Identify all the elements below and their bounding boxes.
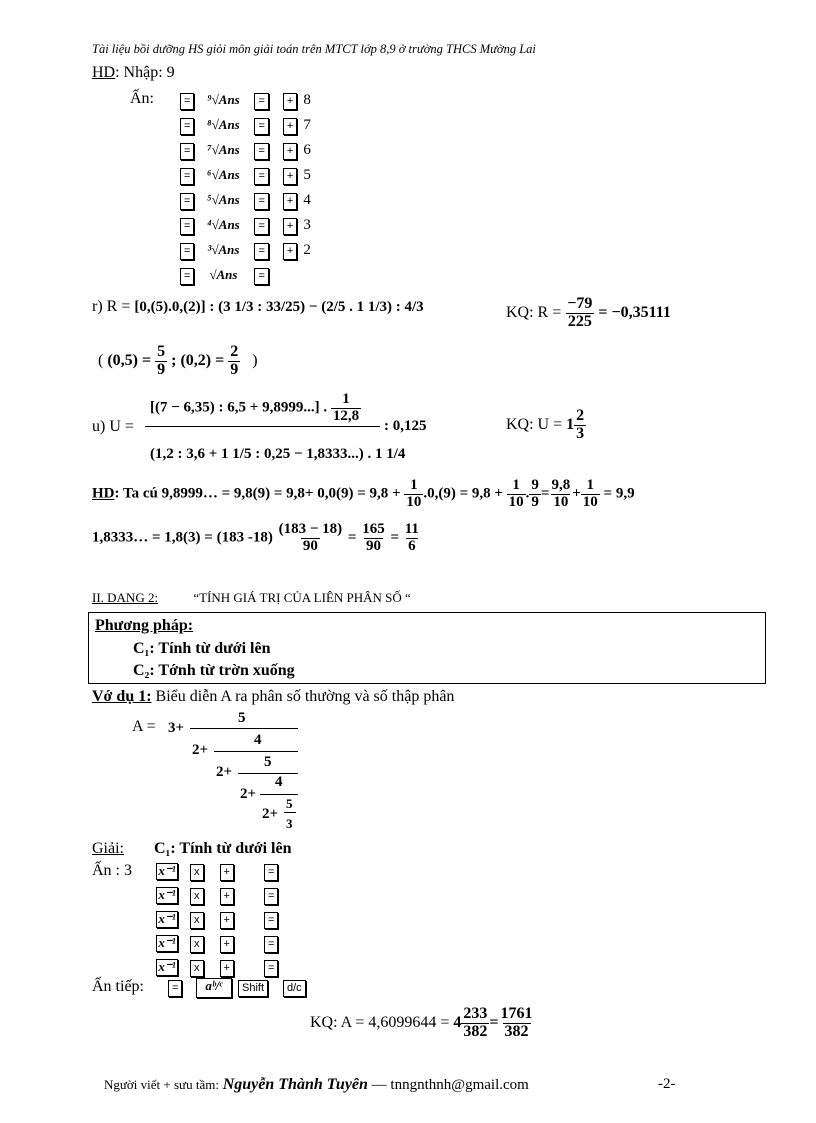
hd2-g2d: 90 (365, 537, 381, 554)
hd2-line1-text: : Ta cú 9,8999… = 9,8(9) = 9,8+ 0,0(9) = 9,8 + (114, 485, 401, 502)
solve-kq-label: KQ: A = 4,6099644 = (310, 1013, 450, 1031)
cf-term-2: 2+ (192, 742, 209, 758)
hd2-f2d: 10 (508, 493, 524, 510)
r-note-b-num: 2 (230, 343, 239, 360)
r-note-a-den: 9 (157, 360, 166, 378)
row-number: 7 (303, 117, 311, 133)
equals-key[interactable]: = (254, 168, 268, 185)
multiply-key[interactable]: x (190, 960, 204, 977)
hd2-end1: = 9,9 (603, 485, 635, 502)
equals-key[interactable]: = (254, 243, 268, 260)
solve-line (92, 840, 291, 858)
section-heading (92, 590, 411, 606)
hd2-f2n: 1 (512, 477, 520, 493)
cf-num-5: 5 (286, 796, 293, 811)
example-line (92, 688, 454, 706)
equals-key[interactable]: = (264, 912, 278, 929)
solve-kq-n1: 233 (463, 1005, 488, 1022)
page-number: -2- (658, 1076, 676, 1092)
r-result (506, 296, 671, 331)
solve-kq-n2: 1761 (500, 1005, 533, 1022)
row-number: 4 (303, 192, 311, 208)
hd2-line2-text: 1,8333… = 1,8(3) = (183 -18) (92, 529, 273, 546)
multiply-key[interactable]: x (190, 912, 204, 929)
hd1-line (92, 64, 175, 82)
equals-key[interactable]: = (168, 980, 182, 997)
cf-bar-5 (284, 812, 296, 813)
multiply-key[interactable]: x (190, 888, 204, 905)
plus-key[interactable]: + (283, 193, 297, 210)
cf-term-5: 2+ (262, 806, 279, 822)
cf-bar-2 (214, 751, 298, 752)
row-number: 6 (303, 142, 311, 158)
hd1-key-row (180, 117, 311, 135)
equals-key[interactable]: = (254, 93, 268, 110)
hd2-f1n: 1 (410, 477, 418, 493)
hd2-g1d: 90 (302, 537, 318, 554)
cf-num-4: 4 (275, 774, 283, 790)
dc-key[interactable]: d/c (283, 980, 306, 997)
equals-key[interactable]: = (180, 193, 194, 210)
solve-kq-d1: 382 (463, 1022, 488, 1040)
hd2-g1n: (183 − 18) (278, 521, 343, 537)
r-kq-rest: = −0,35111 (598, 303, 671, 321)
hd2-f5d: 10 (582, 493, 598, 510)
page-header: Tài liệu bồi dưỡng HS giỏi môn giải toán trên MTCT lớp 8,9 ở trường THCS Mường Lai (92, 42, 536, 56)
u-kq-label: KQ: U = (506, 415, 563, 433)
root-ans-key[interactable]: ⁵√Ans (207, 192, 240, 207)
root-ans-key[interactable]: ³√Ans (207, 242, 240, 257)
root-ans-key[interactable]: ⁷√Ans (207, 142, 240, 157)
inverse-key[interactable]: x⁻¹ (156, 959, 178, 976)
plus-key[interactable]: + (283, 243, 297, 260)
footer-author: Nguyễn Thành Tuyên (222, 1076, 368, 1093)
cf-num-1: 5 (238, 710, 246, 726)
solve-c1: C₁: Tính từ dưới lên (154, 840, 292, 857)
equals-key[interactable]: = (254, 118, 268, 135)
cf-term-3: 2+ (216, 764, 233, 780)
hd2-f4n: 9,8 (551, 477, 571, 493)
solve-an-tiep-label: Ấn tiếp: (92, 978, 144, 995)
u-prefix: u) U = (92, 418, 134, 435)
hd2-f2 (507, 478, 526, 511)
solve-kq-frac1 (461, 1006, 489, 1041)
equals-key[interactable]: = (180, 243, 194, 260)
plus-key[interactable]: + (283, 93, 297, 110)
r-note-close: ) (252, 351, 258, 369)
solve-label: Giải: (92, 840, 124, 857)
hd2-f4d: 10 (553, 493, 569, 510)
hd2-g2 (360, 522, 387, 555)
hd2-f1 (404, 478, 423, 511)
r-prefix: r) R = (92, 298, 131, 315)
hd2-f3n: 9 (531, 477, 539, 493)
solve-kq-frac2 (499, 1006, 535, 1041)
u-kq-whole: 1 (566, 415, 575, 433)
hd2-f3d: 9 (531, 493, 539, 510)
r-kq-den: 225 (567, 312, 592, 330)
hd1-key-row (180, 242, 311, 260)
r-note-sep: ; (171, 351, 177, 369)
u-numerator (150, 392, 361, 425)
equals-key[interactable]: = (180, 143, 194, 160)
plus-key[interactable]: + (220, 936, 234, 953)
hd1-key-row (180, 92, 311, 110)
r-note (98, 344, 258, 379)
solve-an: Ấn : 3 (92, 862, 132, 879)
r-kq-fraction (565, 296, 594, 331)
page-footer (104, 1076, 529, 1094)
solve-key-row (156, 862, 278, 881)
r-note-b-frac (228, 344, 240, 379)
method-title: Phương pháp: (95, 617, 194, 634)
equals-key[interactable]: = (180, 168, 194, 185)
multiply-key[interactable]: x (190, 936, 204, 953)
hd2-f1d: 10 (406, 493, 422, 510)
plus-key[interactable]: + (283, 218, 297, 235)
r-kq-label: KQ: R = (506, 303, 562, 321)
solve-an-tiep (92, 978, 144, 996)
cf-num-2: 4 (254, 732, 262, 748)
hd1-key-row (180, 217, 311, 235)
plus-key[interactable]: + (283, 118, 297, 135)
u-num-frac (331, 392, 361, 425)
r-note-open: ( (98, 351, 104, 369)
cf-num-3: 5 (264, 754, 272, 770)
plus-key[interactable]: + (220, 912, 234, 929)
example-a-eq: A = (132, 718, 156, 735)
solve-key-row (156, 958, 278, 977)
cf-bar-3 (238, 773, 298, 774)
root-ans-key[interactable]: √Ans (209, 267, 238, 282)
equals-key[interactable]: = (264, 960, 278, 977)
u-num-top: [(7 − 6,35) : 6,5 + 9,8999...] . (150, 399, 328, 416)
u-result (506, 408, 586, 443)
equals-key[interactable]: = (254, 268, 268, 285)
equals-key[interactable]: = (254, 218, 268, 235)
hd2-eq: = (540, 485, 550, 502)
root-ans-key[interactable]: ⁶√Ans (207, 167, 240, 182)
u-kq-frac (574, 408, 586, 443)
hd2-f5n: 1 (586, 477, 595, 493)
inverse-key[interactable]: x⁻¹ (156, 887, 178, 904)
solve-key-row (156, 934, 278, 953)
plus-key[interactable]: + (283, 168, 297, 185)
plus-key[interactable]: + (220, 960, 234, 977)
hd2-f3 (529, 478, 541, 511)
example-label: Vớ dụ 1: (92, 688, 152, 705)
equals-key[interactable]: = (254, 193, 268, 210)
solve-kq-whole: 4 (453, 1013, 462, 1031)
section-title: “TÍNH GIÁ TRỊ CỦA LIÊN PHÂN SỐ “ (193, 590, 411, 605)
inverse-key[interactable]: x⁻¹ (156, 935, 178, 952)
solve-key-row (156, 886, 278, 905)
r-note-b-den: 9 (230, 360, 239, 378)
hd2-g3d: 6 (408, 537, 416, 554)
hd2-g1 (277, 522, 345, 555)
inverse-key[interactable]: x⁻¹ (156, 911, 178, 928)
root-ans-key[interactable]: ⁸√Ans (207, 117, 240, 132)
equals-key[interactable]: = (180, 93, 194, 110)
multiply-key[interactable]: x (190, 864, 204, 881)
hd2-dot: . (525, 485, 530, 502)
hd1-key-row (180, 167, 311, 185)
u-num-frac-d: 12,8 (332, 407, 360, 424)
hd2-f4 (549, 478, 572, 511)
hd2-g3 (403, 522, 421, 555)
hd2-line1 (92, 478, 635, 511)
cf-den-5: 3 (286, 816, 293, 831)
r-expression (92, 298, 424, 316)
footer-email: — tnngnthnh@gmail.com (371, 1077, 529, 1093)
hd2-mid1: .0,(9) = 9,8 + (423, 485, 503, 502)
hd1-key-row (180, 142, 311, 160)
hd1-key-row (180, 267, 269, 285)
method-box (88, 612, 766, 684)
row-number: 5 (303, 167, 311, 183)
hd1-key-row (180, 192, 311, 210)
equals-key[interactable]: = (180, 218, 194, 235)
hd2-g3n: 11 (404, 521, 419, 537)
u-tail: : 0,125 (384, 418, 427, 434)
cf-bar-4 (260, 794, 298, 795)
solve-result (310, 1006, 535, 1041)
row-number: 8 (303, 92, 311, 108)
r-note-a-num: 5 (157, 343, 166, 360)
example-text: Biểu diễn A ra phân số thường và số thập phân (151, 688, 455, 705)
plus-key[interactable]: + (220, 864, 234, 881)
r-note-a-frac (155, 344, 167, 379)
equals-key[interactable]: = (264, 864, 278, 881)
method-c2: C₂: Tớnh từ trờn xuống (133, 662, 295, 679)
plus-key[interactable]: + (283, 143, 297, 160)
row-number: 2 (303, 242, 311, 258)
u-kq-den: 3 (576, 424, 585, 442)
footer-prefix: Người viết + sưu tầm: (104, 1077, 219, 1092)
cf-term-1: 3+ (168, 720, 185, 736)
inverse-key[interactable]: x⁻¹ (156, 863, 178, 880)
hd2-g2n: 165 (362, 521, 385, 537)
hd2-f5 (581, 478, 600, 511)
equals-key[interactable]: = (254, 143, 268, 160)
solve-key-row (156, 910, 278, 929)
u-kq-num: 2 (576, 407, 585, 424)
fraction-key[interactable]: aᵇ/ᶜ (196, 978, 232, 998)
equals-key[interactable]: = (264, 888, 278, 905)
solve-kq-d2: 382 (504, 1022, 529, 1040)
shift-key[interactable]: Shift (238, 980, 268, 997)
hd1-label: HD (92, 64, 116, 81)
r-note-b: (0,2) = (180, 351, 225, 369)
u-num-frac-n: 1 (342, 391, 350, 407)
r-note-a: (0,5) = (107, 351, 152, 369)
row-number: 3 (303, 217, 311, 233)
root-ans-key[interactable]: ⁹√Ans (207, 92, 240, 107)
hd2-plus: + (572, 485, 581, 502)
cf-term-4: 2+ (240, 786, 257, 802)
section-label: II. DANG 2: (92, 590, 159, 605)
equals-key[interactable]: = (180, 118, 194, 135)
method-c1: C₁: Tính từ dưới lên (133, 640, 271, 657)
cf-bar-1 (190, 728, 298, 729)
hd1-an-label: Ấn: (130, 90, 154, 107)
r-expr: [0,(5).0,(2)] : (3 1/3 : 33/25) − (2/5 . 1 1/3) : 4/3 (134, 299, 424, 315)
equals-key[interactable]: = (180, 268, 194, 285)
plus-key[interactable]: + (220, 888, 234, 905)
u-denominator: (1,2 : 3,6 + 1 1/5 : 0,25 − 1,8333...) . 1 1/4 (150, 446, 406, 462)
equals-key[interactable]: = (264, 936, 278, 953)
hd1-text: : Nhập: 9 (115, 64, 175, 81)
solve-kq-eq: = (489, 1013, 499, 1031)
r-kq-num: −79 (567, 295, 593, 312)
hd2-label: HD (92, 485, 115, 502)
hd2-line2: 1,8333… = 1,8(3) = (183 -18) $\frac{(183 - 18)}{90}$ = $\frac{165}{90}$ = $\frac{11}{6}$ (92, 521, 419, 554)
root-ans-key[interactable]: ⁴√Ans (207, 217, 240, 232)
u-main-fraction-bar (145, 426, 380, 427)
